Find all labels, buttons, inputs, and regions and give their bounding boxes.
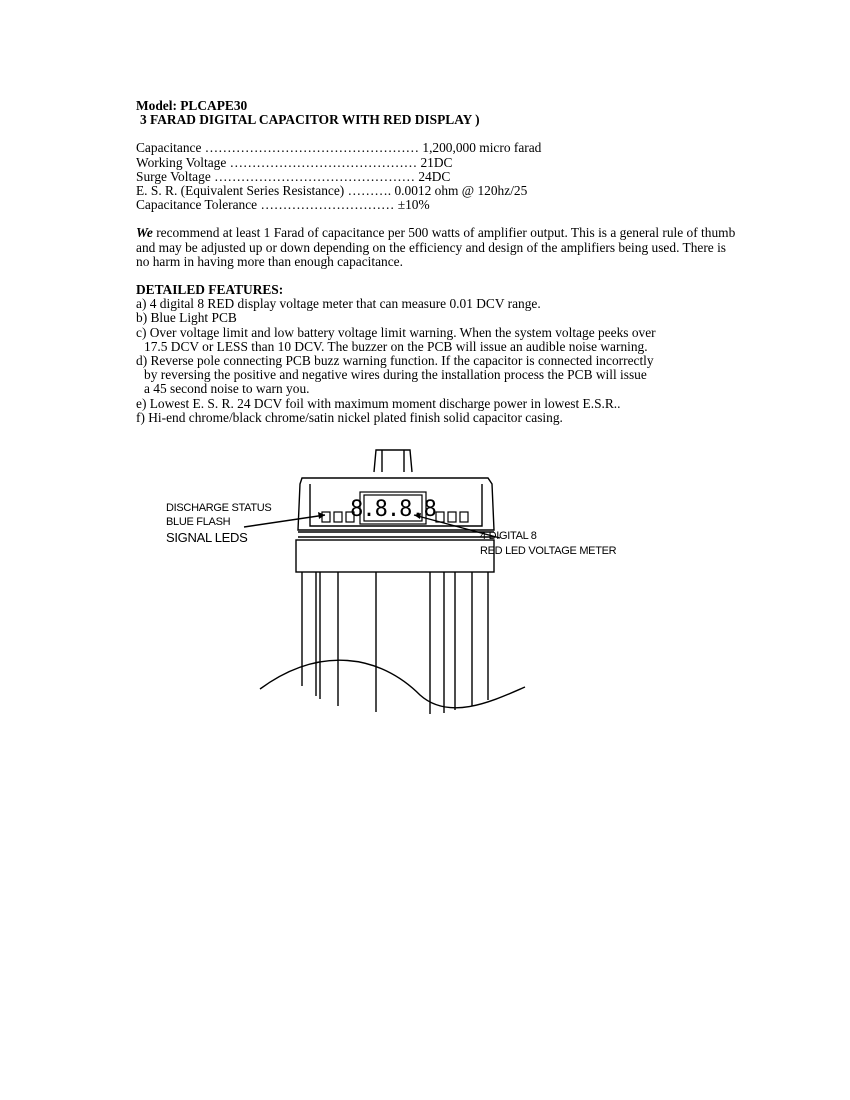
recommendation-paragraph	[136, 226, 736, 269]
spec-capacitance: Capacitance ………………………………………… 1,200,000 micro farad	[136, 140, 542, 156]
recommendation-body: recommend at least 1 Farad of capacitance per 500 watts of amplifier output. This is a general rule of thumb and may be adjusted up or down depending on the efficiency and design of the amplifiers being used. There is no harm in having more than enough capacitance.	[136, 225, 736, 269]
features-list	[136, 297, 736, 425]
model-line: Model: PLCAPE30	[136, 98, 248, 113]
terminal-knob	[374, 450, 412, 472]
led-square	[460, 512, 468, 522]
led-square	[448, 512, 456, 522]
break-line	[260, 660, 525, 708]
document	[136, 99, 736, 425]
label-voltage-meter: RED LED VOLTAGE METER	[480, 545, 617, 557]
recommendation-lead: We	[136, 225, 153, 241]
feature-c: c) Over voltage limit and low battery voltage limit warning. When the system voltage peeks over	[136, 324, 656, 340]
feature-b: b) Blue Light PCB	[136, 310, 237, 326]
spec-surge-voltage: Surge Voltage ……………………………………… 24DC	[136, 168, 451, 184]
spec-list	[136, 141, 736, 212]
feature-d-continued-2: a 45 second noise to warn you.	[144, 381, 310, 397]
spec-tolerance: Capacitance Tolerance ………………………… ±10%	[136, 197, 430, 213]
spec-working-voltage: Working Voltage …………………………………… 21DC	[136, 154, 453, 170]
label-blue-flash: BLUE FLASH	[166, 516, 231, 528]
feature-e: e) Lowest E. S. R. 24 DCV foil with maximum moment discharge power in lowest E.S.R..	[136, 395, 621, 411]
feature-d: d) Reverse pole connecting PCB buzz warning function. If the capacitor is connected incorrectly	[136, 353, 654, 369]
capacitor-drawing	[150, 440, 670, 730]
led-square	[322, 512, 330, 522]
feature-c-continued: 17.5 DCV or LESS than 10 DCV. The buzzer on the PCB will issue an audible noise warning.	[144, 338, 648, 354]
feature-a: a) 4 digital 8 RED display voltage meter that can measure 0.01 DCV range.	[136, 296, 541, 312]
label-signal-leds: SIGNAL LEDS	[166, 530, 248, 545]
features-heading: DETAILED FEATURES:	[136, 282, 284, 298]
led-square	[334, 512, 342, 522]
body-collar	[296, 540, 494, 572]
spec-esr: E. S. R. (Equivalent Series Resistance) ………. 0.0012 ohm @ 120hz/25	[136, 183, 528, 199]
label-discharge-status: DISCHARGE STATUS	[166, 502, 272, 514]
display-digits: 8.8.8.8	[350, 497, 436, 522]
label-four-digital: 4 DIGITAL 8	[480, 530, 537, 542]
feature-d-continued: by reversing the positive and negative wires during the installation process the PCB will issue	[144, 367, 647, 383]
capacitor-diagram	[150, 440, 670, 730]
feature-f: f) Hi-end chrome/black chrome/satin nickel plated finish solid capacitor casing.	[136, 409, 563, 425]
product-title: 3 FARAD DIGITAL CAPACITOR WITH RED DISPLAY )	[140, 112, 480, 128]
